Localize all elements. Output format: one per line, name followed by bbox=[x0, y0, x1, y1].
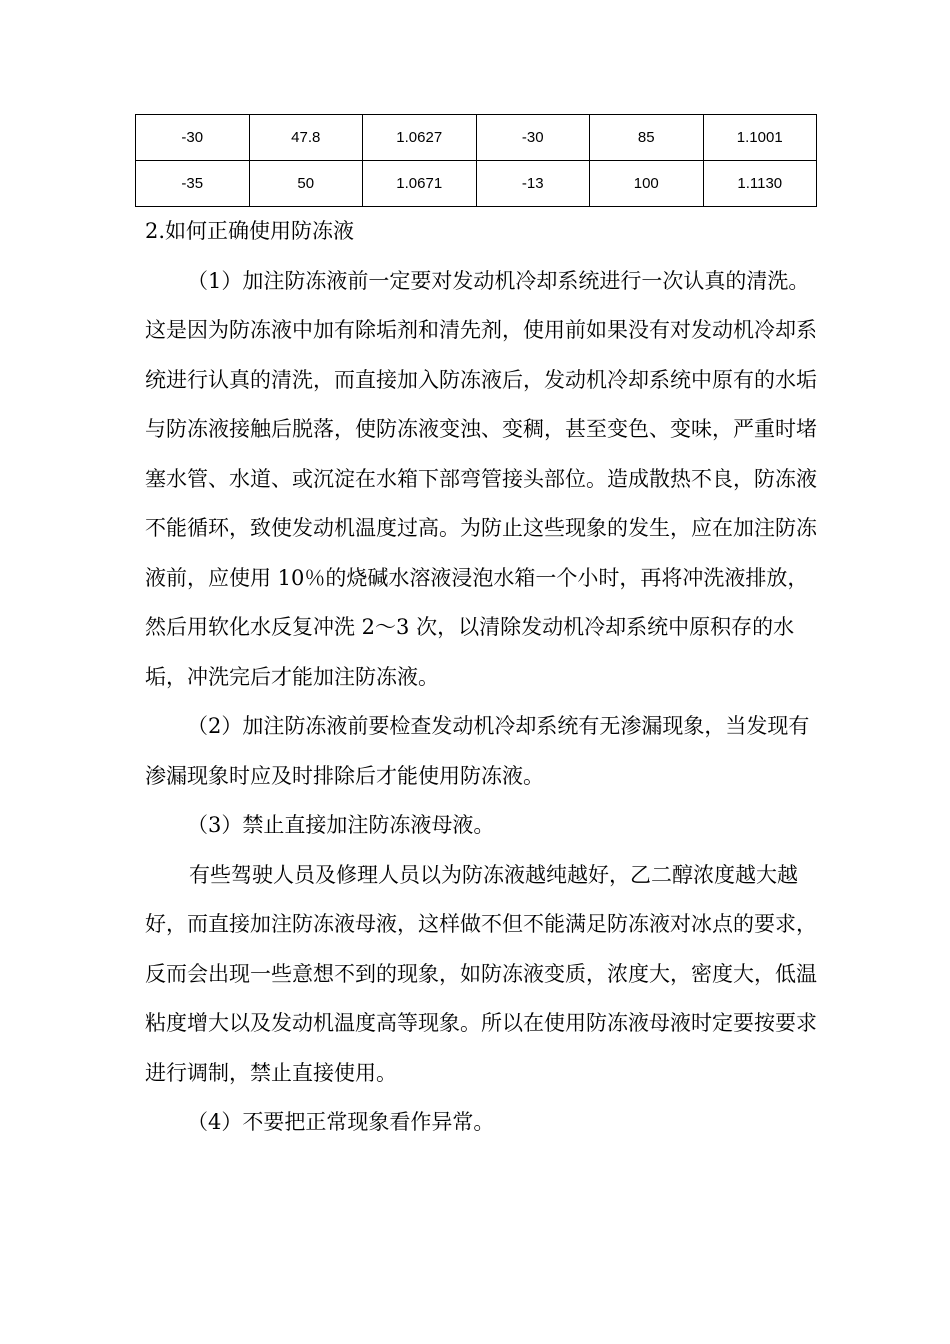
table-cell: -30 bbox=[136, 115, 250, 161]
paragraph-step-3-explanation: 有些驾驶人员及修理人员以为防冻液越纯越好，乙二醇浓度越大越好，而直接加注防冻液母液，这样做不但不能满足防冻液对冰点的要求，反而会出现一些意想不到的现象，如防冻液变质，浓度大，密度大，低温粘度增大以及发动机温度高等现象。所以在使用防冻液母液时定要按要求进行调制，禁止直接使用。 bbox=[145, 862, 817, 1085]
antifreeze-data-table bbox=[135, 114, 817, 207]
table-cell: 85 bbox=[590, 115, 704, 161]
paragraph-step-2: （2）加注防冻液前要检查发动机冷却系统有无渗漏现象，当发现有渗漏现象时应及时排除后才能使用防冻液。 bbox=[145, 714, 810, 788]
table-cell: 47.8 bbox=[249, 115, 363, 161]
table-cell: 100 bbox=[590, 161, 704, 207]
table-cell: -13 bbox=[476, 161, 590, 207]
paragraph-step-1: （1）加注防冻液前一定要对发动机冷却系统进行一次认真的清洗。 bbox=[187, 268, 810, 293]
table-cell: 1.1130 bbox=[703, 161, 817, 207]
table-cell: 50 bbox=[249, 161, 363, 207]
table-cell: -35 bbox=[136, 161, 250, 207]
table-cell: -30 bbox=[476, 115, 590, 161]
paragraph-step-4: （4）不要把正常现象看作异常。 bbox=[187, 1110, 495, 1134]
paragraph-step-1-explanation: 这是因为防冻液中加有除垢剂和清先剂，使用前如果没有对发动机冷却系统进行认真的清洗，而直接加入防冻液后，发动机冷却系统中原有的水垢与防冻液接触后脱落，使防冻液变浊、变稠，甚至变色、变味，严重时堵塞水管、水道、或沉淀在水箱下部弯管接头部位。造成散热不良，防冻液不能循环，致使发动机温度过高。为防止这些现象的发生，应在加注防冻液前，应使用 10％的烧碱水溶液浸泡水箱一个小时，再将冲洗液排放，然后用软化水反复冲洗 2～3 次，以清除发动机冷却系统中原积存的水垢，冲洗完后才能加注防冻液。 bbox=[145, 318, 817, 689]
section-heading: 2.如何正确使用防冻液 bbox=[145, 219, 355, 243]
table-row bbox=[136, 115, 817, 161]
paragraph-step-3: （3）禁止直接加注防冻液母液。 bbox=[187, 813, 495, 837]
table-cell: 1.0671 bbox=[363, 161, 477, 207]
table-cell: 1.0627 bbox=[363, 115, 477, 161]
table-cell: 1.1001 bbox=[703, 115, 817, 161]
table-row bbox=[136, 161, 817, 207]
body-text bbox=[145, 207, 820, 1148]
